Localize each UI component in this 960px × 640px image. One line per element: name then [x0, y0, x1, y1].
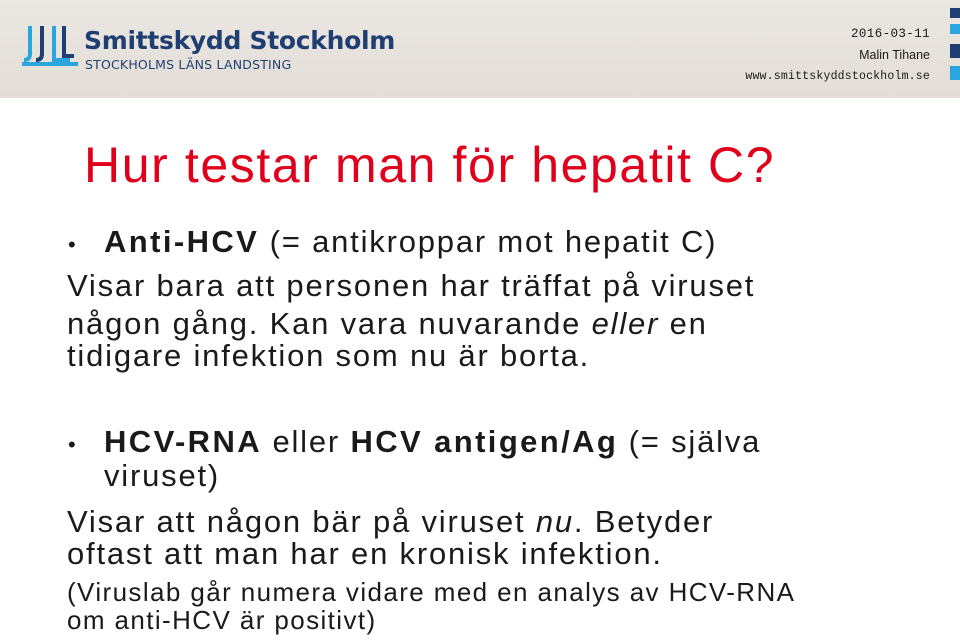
- bullet2-desc-line1: [67, 506, 714, 538]
- square-light: [950, 66, 960, 80]
- bullet1-term: Anti-HCV: [104, 224, 260, 259]
- slide-title: Hur testar man för hepatit C?: [84, 137, 776, 193]
- bullet2-heading: [104, 426, 761, 458]
- org-subtitle: STOCKHOLMS LÄNS LANDSTING: [85, 57, 292, 72]
- bullet1-desc-line2: [67, 308, 708, 340]
- bullet2-definition: (= själva: [618, 424, 762, 459]
- slide-date: 2016-03-11: [850, 27, 930, 41]
- smittskydd-logo-icon: [22, 24, 78, 72]
- slide-author: Malin Tihane: [859, 48, 930, 62]
- bullet-dot-icon: •: [68, 232, 76, 257]
- bullet1-desc-line2-pre: någon gång. Kan vara nuvarande: [67, 306, 592, 341]
- bullet1-desc-line1: Visar bara att personen har träffat på viruset: [67, 268, 756, 303]
- square-dark: [950, 8, 960, 18]
- bullet1-desc-emphasis: eller: [591, 306, 660, 341]
- bullet2-connector: eller: [262, 424, 351, 459]
- square-dark: [950, 44, 960, 58]
- bullet-dot-icon: •: [68, 432, 76, 457]
- bullet1-desc-line3: tidigare infektion som nu är borta.: [67, 338, 591, 373]
- website-url: www.smittskyddstockholm.se: [745, 70, 930, 83]
- slide-meta: [745, 24, 930, 87]
- bullet2-desc-line1-post: . Betyder: [573, 504, 715, 539]
- org-name: Smittskydd Stockholm: [84, 26, 395, 55]
- bullet2-definition-cont: viruset): [104, 458, 221, 493]
- bullet1-desc-line2-post: en: [659, 306, 708, 341]
- note-line2: om anti-HCV är positivt): [67, 605, 377, 635]
- bullet2-desc-line2: oftast att man har en kronisk infektion.: [67, 536, 663, 571]
- note-line1: (Viruslab går numera vidare med en analys av HCV-RNA: [67, 577, 796, 607]
- square-light: [950, 24, 960, 34]
- bullet2-desc-emphasis: nu: [535, 504, 574, 539]
- bullet1-definition: (= antikroppar mot hepatit C): [259, 224, 718, 259]
- bullet2-term1: HCV-RNA: [104, 424, 263, 459]
- bullet2-desc-line1-pre: Visar att någon bär på viruset: [67, 504, 536, 539]
- bullet1-heading: [104, 226, 717, 258]
- bullet2-term2: HCV antigen/Ag: [350, 424, 619, 459]
- slide-header: [0, 0, 960, 98]
